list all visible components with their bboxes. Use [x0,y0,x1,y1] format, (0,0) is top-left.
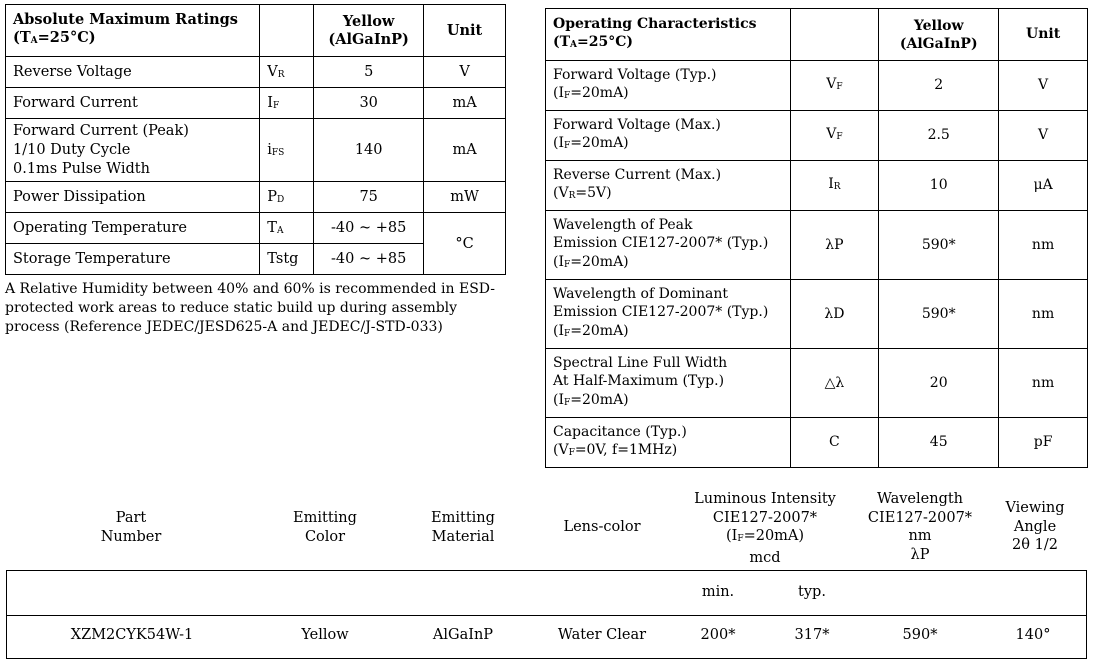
c: (I [553,391,564,408]
typ-label: typ. [798,584,826,600]
oc-symbol: λP [790,211,879,280]
wavelength-value: 590* [902,627,938,643]
luminous-typ-value: 317* [794,627,830,643]
sub: A [276,226,284,236]
sym: I [267,95,273,111]
cp: =20mA) [570,85,629,101]
amr-unit: V [424,57,506,88]
oc-unit-header: Unit [999,9,1088,61]
h3: 2θ 1/2 [1012,537,1058,553]
oc-value: 10 [879,161,999,211]
l1: Spectral Line Full Width [553,354,728,371]
part-table-header [5,488,1088,568]
oc-unit: pF [999,418,1088,468]
emitting-material-value: AlGaInP [432,627,494,643]
h1: Part [115,510,147,526]
amr-symbol: Tstg [260,244,314,275]
l1: Forward Voltage (Typ.) [553,66,717,83]
l1: Reverse Current (Max.) [553,166,722,183]
l2: Emission CIE127-2007* (Typ.) [553,304,769,321]
sym: I [828,175,834,192]
oc-value: 20 [879,349,999,418]
p3: 0.1ms Pulse Width [13,160,150,177]
amr-value: 30 [314,88,424,119]
oc-symbol [790,161,879,211]
amr-param: Storage Temperature [6,244,260,275]
cp: =20mA) [570,253,629,270]
cp: =20mA) [570,135,629,151]
c: (V [553,185,569,201]
oc-symbol: λD [790,280,879,349]
oc-cond-sub: A [570,40,578,50]
humidity-note: A Relative Humidity between 40% and 60% is recommended in ESD-protected work areas to reduce static build up during assembly process (Reference JEDEC/JESD625-A and JEDEC/J-STD-033) [5,281,496,335]
cp: =20mA) [570,322,629,339]
l1: Wavelength of Dominant [553,285,729,302]
h2: Number [100,528,162,545]
amr-symbol [260,182,314,213]
h3c: =20mA) [743,528,805,544]
l2: Emission CIE127-2007* (Typ.) [553,235,769,252]
h2: CIE127-2007* [712,509,818,526]
part-data-box [6,570,1087,659]
lens-color-value: Water Clear [557,627,647,643]
oc-param [546,418,791,468]
amr-symbol [260,213,314,244]
sub: F [836,131,843,142]
sym: V [267,64,278,80]
h3a: (I [725,528,738,544]
oc-yellow-header [879,9,999,61]
amr-param [6,119,260,182]
amr-param: Forward Current [6,88,260,119]
oc-unit: nm [999,211,1088,280]
sub: FS [271,148,285,158]
amr-unit-header: Unit [424,5,506,57]
oc-symbol: C [790,418,879,468]
oc-title-cell: Operating Characteristics $(T_A=25^\circ C)$ [546,9,791,61]
amr-cond-rest: =25°C) [37,29,96,46]
amr-value: 140 [314,119,424,182]
operating-characteristics-table [545,8,1088,468]
cs: F [564,397,571,408]
sym: T [267,220,277,236]
sym: i [267,142,272,158]
oc-blank-header [790,9,879,61]
part-number-header [71,509,191,546]
amr-unit: °C [424,213,506,275]
amr-value: -40 ~ +85 [314,213,424,244]
amr-yellow-header [314,5,424,57]
amr-title-cell: Absolute Maximum Ratings $(T_A=25^\circ C)$ [6,5,260,57]
oc-symbol [790,111,879,161]
cs: F [564,259,571,270]
viewing-angle-header [980,499,1090,555]
oc-value: 590* [879,211,999,280]
cs: R [568,191,576,201]
oc-value: 2.5 [879,111,999,161]
oc-material-label: (AlGaInP) [899,35,978,52]
amr-value: 5 [314,57,424,88]
h4: λP [910,546,930,563]
oc-param [546,61,791,111]
amr-value: 75 [314,182,424,213]
oc-unit: nm [999,280,1088,349]
amr-title: Absolute Maximum Ratings [13,11,238,28]
cs: F [564,328,571,339]
amr-value: -40 ~ +85 [314,244,424,275]
p1: Forward Current (Peak) [13,122,189,139]
amr-cond-sub: A [30,36,38,46]
oc-param [546,349,791,418]
oc-unit: V [999,111,1088,161]
cs: F [564,141,571,151]
oc-cond-rest: =25°C) [577,34,634,50]
oc-param [546,280,791,349]
emitting-color-header [265,509,385,546]
amr-symbol [260,88,314,119]
c: (I [553,85,564,101]
c: (I [553,253,564,270]
cs: F [568,448,575,458]
amr-unit: mA [424,88,506,119]
oc-yellow-label: Yellow [913,17,964,34]
min-label: min. [701,584,735,600]
amr-param: Operating Temperature [6,213,260,244]
l1: Wavelength of Peak [553,216,693,233]
h2: Color [304,528,346,545]
h4: mcd [749,549,781,566]
lens-color-header: Lens-color [563,519,641,535]
l2: At Half-Maximum (Typ.) [553,373,725,390]
h1: Viewing [1005,500,1065,516]
oc-value: 2 [879,61,999,111]
sym: P [267,189,278,205]
c: (I [553,322,564,339]
part-box-divider [7,615,1086,616]
oc-param [546,211,791,280]
oc-unit: nm [999,349,1088,418]
amr-symbol [260,57,314,88]
sym: V [826,125,837,142]
l1: Capacitance (Typ.) [553,423,687,440]
cp: =20mA) [570,391,629,408]
oc-param [546,161,791,211]
sym: V [826,75,837,92]
c: (I [553,135,564,151]
oc-param [546,111,791,161]
cp: =5V) [575,185,612,201]
h1: Luminous Intensity [694,491,836,507]
oc-cond-t: T [559,34,571,50]
p2: 1/10 Duty Cycle [13,141,131,158]
l1: Forward Voltage (Max.) [553,116,721,133]
sub: F [836,81,843,92]
oc-value: 590* [879,280,999,349]
sub: R [833,181,841,192]
oc-title: Operating Characteristics [553,16,757,32]
oc-value: 45 [879,418,999,468]
amr-param: Power Dissipation [6,182,260,213]
luminous-intensity-header [675,490,855,567]
wavelength-header [860,490,980,564]
emitting-material-header [403,509,523,546]
luminous-min-value: 200* [700,627,736,643]
h1: Wavelength [876,491,964,507]
amr-unit: mA [424,119,506,182]
cp: =0V, f=1MHz) [574,442,678,458]
part-number-value: XZM2CYK54W-1 [70,627,194,643]
h1: Emitting [293,510,357,526]
oc-unit: μA [999,161,1088,211]
amr-param: Reverse Voltage [6,57,260,88]
h3b: F [737,534,744,544]
h2: CIE127-2007* [867,509,973,526]
sub: D [277,195,285,205]
oc-unit: V [999,61,1088,111]
viewing-angle-value: 140° [1015,627,1051,643]
oc-symbol: △λ [790,349,879,418]
cs: F [564,91,571,101]
emitting-color-value: Yellow [301,627,349,643]
amr-unit: mW [424,182,506,213]
amr-yellow-label: Yellow [342,12,395,30]
amr-cond-t: T [19,29,31,46]
oc-symbol [790,61,879,111]
amr-symbol [260,119,314,182]
h3: nm [908,528,932,544]
sub: F [273,101,280,111]
amr-material-label: (AlGaInP) [328,30,409,48]
sub: R [277,70,285,80]
amr-blank-header [260,5,314,57]
h2: Angle [1013,518,1057,535]
h2: Material [431,528,495,545]
h1: Emitting [431,510,495,526]
c: (V [553,442,569,458]
absolute-maximum-ratings-table [5,4,506,275]
